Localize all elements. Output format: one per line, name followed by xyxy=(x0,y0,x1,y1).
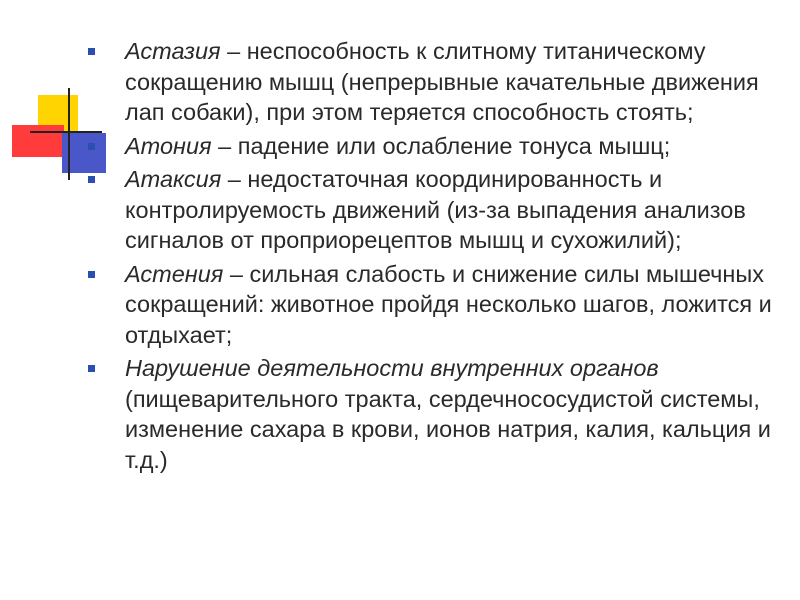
list-item xyxy=(88,259,788,351)
bullet-square-icon xyxy=(88,271,95,278)
decorative-red-rectangle xyxy=(12,125,64,157)
bullet-square-icon xyxy=(88,365,95,372)
definition: (пищеварительного тракта, сердечнососудистой системы, изменение сахара в крови, ионов натрия, калия, кальция и т.д.) xyxy=(125,385,771,473)
term: Астения xyxy=(125,260,224,287)
list-item xyxy=(88,36,788,128)
term: Атония xyxy=(125,132,212,159)
list-item xyxy=(88,353,788,475)
bullet-list xyxy=(88,36,788,478)
term: Астазия xyxy=(125,38,221,64)
definition: – падение или ослабление тонуса мышц; xyxy=(211,132,671,159)
definition: – неспособность к слитному титаническому сокращению мышц (непрерывные качательные движения лап собаки), при этом теряется способность стоять; xyxy=(125,38,759,125)
bullet-square-icon xyxy=(88,48,95,55)
bullet-square-icon xyxy=(88,143,95,150)
term: Нарушение деятельности внутренних органов xyxy=(125,355,659,381)
term: Атаксия xyxy=(125,166,222,192)
definition: – сильная слабость и снижение силы мышечных сокращений: животное пройдя несколько шагов, ложится и отдыхает; xyxy=(125,260,772,348)
bullet-square-icon xyxy=(88,176,95,183)
definition: – недостаточная координированность и контролируемость движений (из-за выпадения анализов сигналов от проприорецептов мышц и сухожилий); xyxy=(125,166,746,253)
list-item xyxy=(88,164,788,256)
decorative-vertical-line xyxy=(68,88,70,180)
list-item xyxy=(88,131,788,162)
